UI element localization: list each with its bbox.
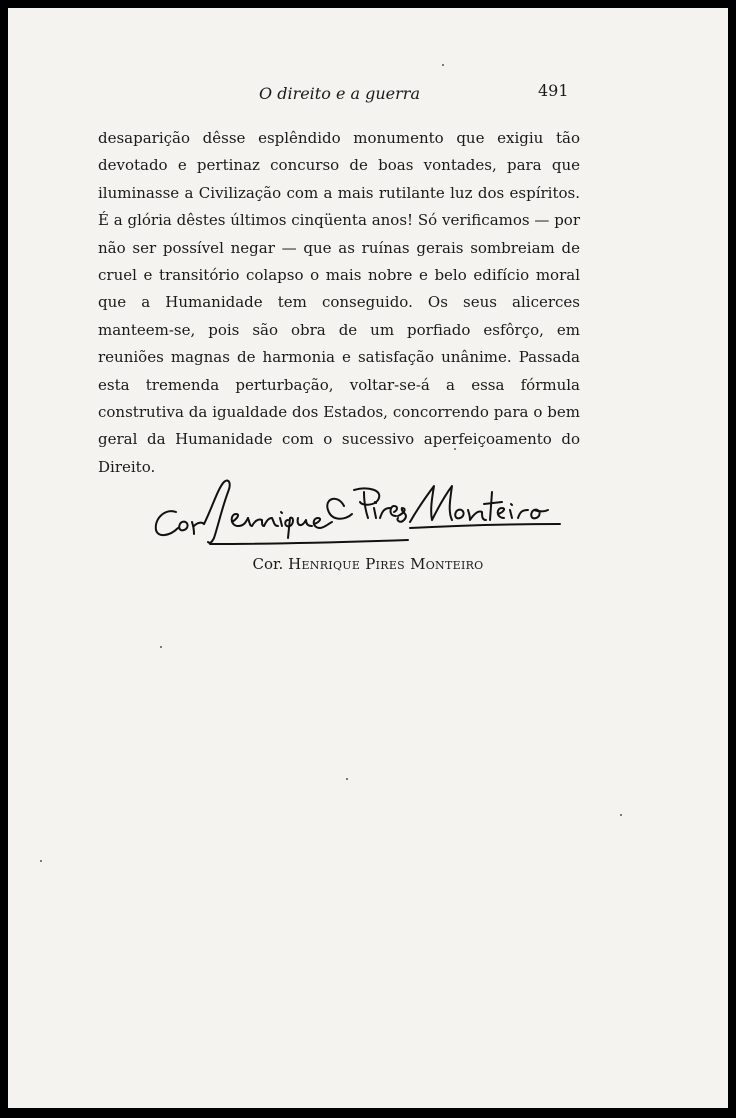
signatory-rank: Cor. (252, 555, 284, 573)
print-speck (160, 646, 162, 648)
body-paragraph: desaparição dêsse esplêndido monumento que exigiu tão devotado e pertinaz concurso de boas vontades, para que iluminasse a Civilização com a mais rutilante luz dos espíritos. É a glória dêstes últimos cinqüenta anos! Só verificamos — por não ser possível negar — que as ruínas gerais sombreiam de cruel e transitório colapso o mais nobre e belo edifício moral que a Humanidade tem conseguido. Os seus alicerces manteem-se, pois são obra de um porfiado esfôrço, em reuniões magnas de harmonia e satisfação unânime. Passada esta tremenda perturbação, voltar-se-á a essa fórmula construtiva da igualdade dos Estados, concorrendo para o bem geral da Humanidade com o sucessivo aperfeiçoamento do Direito. (98, 129, 580, 476)
body-text (98, 125, 580, 481)
page-header (8, 81, 728, 108)
print-speck (620, 814, 622, 816)
running-title: O direito e a guerra (259, 84, 420, 103)
print-speck (442, 64, 444, 66)
handwritten-signature (148, 478, 568, 548)
print-speck (346, 778, 348, 780)
signature-drawing (148, 478, 568, 548)
signatory-name: Henrique Pires Monteiro (288, 555, 484, 573)
print-speck (40, 860, 42, 862)
page-number: 491 (538, 81, 569, 100)
print-speck (454, 448, 456, 450)
signatory-line (8, 555, 728, 573)
book-page (8, 8, 728, 1108)
